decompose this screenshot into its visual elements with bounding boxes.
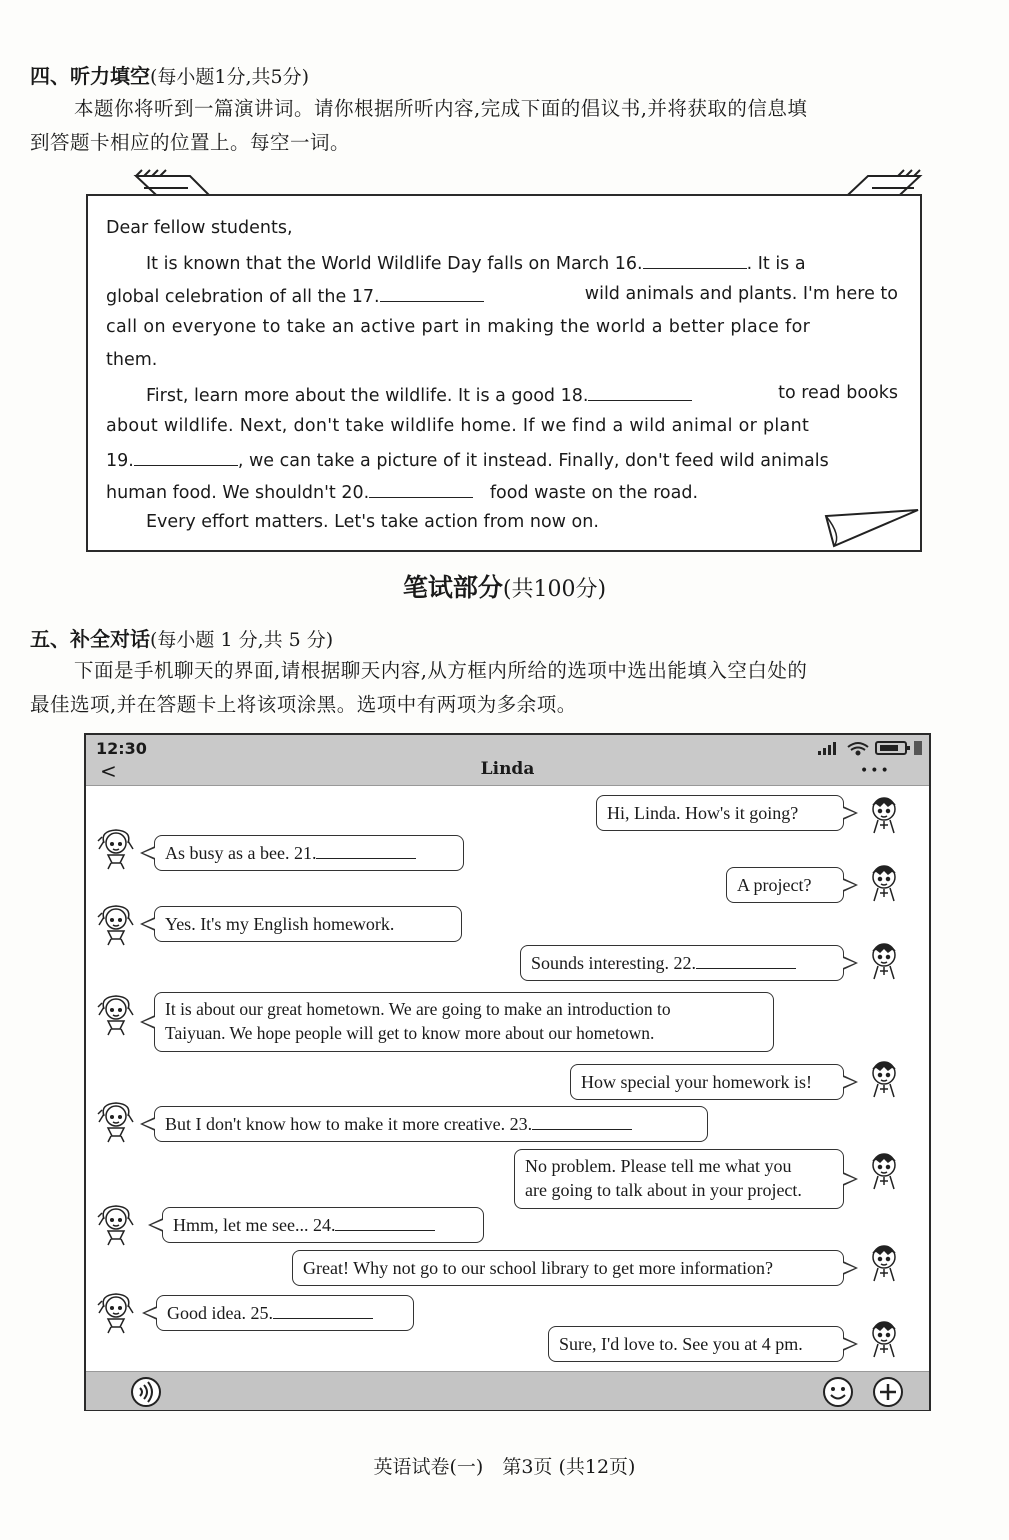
- boy-avatar-icon: [864, 939, 904, 983]
- page-footer: 英语试卷(一) 第3页 (共12页): [373, 1456, 636, 1478]
- section5-heading: 五、补全对话(每小题 1 分,共 5 分): [30, 627, 334, 651]
- letter-line-7: 19. , we can take a picture of it instead. Finally, don't feed wild animals: [106, 448, 898, 478]
- letter-line-6: about wildlife. Next, don't take wildlife home. If we find a wild animal or plant: [106, 416, 810, 436]
- message-bubble-sent: Sure, I'd love to. See you at 4 pm.: [548, 1326, 844, 1362]
- emoji-icon[interactable]: [822, 1376, 854, 1408]
- message-bubble-received: But I don't know how to make it more creative. 23.: [154, 1106, 708, 1142]
- chat-screen: [84, 733, 931, 1411]
- blank-20[interactable]: [369, 480, 473, 498]
- blank-19[interactable]: [134, 448, 238, 466]
- message-bubble-sent: How special your homework is!: [570, 1064, 844, 1100]
- girl-avatar-icon: [96, 827, 136, 871]
- letter-line-3: call on everyone to take an active part in making the world a better place for: [106, 317, 811, 337]
- blank-16[interactable]: [643, 251, 747, 269]
- letter-line-1: It is known that the World Wildlife Day falls on March 16. . It is a: [106, 251, 898, 281]
- add-icon[interactable]: [872, 1376, 904, 1408]
- section4-instructions-line1: 本题你将听到一篇演讲词。请你根据所听内容,完成下面的倡议书,并将获取的信息填: [74, 97, 808, 120]
- message-bubble-sent: Hi, Linda. How's it going?: [596, 795, 844, 831]
- boy-avatar-icon: [864, 861, 904, 905]
- girl-avatar-icon: [96, 993, 136, 1037]
- chat-header: [86, 735, 929, 786]
- girl-avatar-icon: [96, 1203, 136, 1247]
- blank-21[interactable]: [316, 842, 416, 859]
- message-bubble-received: As busy as a bee. 21.: [154, 835, 464, 871]
- battery-icon: [876, 742, 910, 754]
- boy-avatar-icon: [864, 1317, 904, 1361]
- girl-avatar-icon: [96, 1100, 136, 1144]
- letter-line-5: First, learn more about the wildlife. It is a good 18. to read books: [146, 383, 898, 406]
- section5-instructions-line1: 下面是手机聊天的界面,请根据聊天内容,从方框内所给的选项中选出能填入空白处的: [74, 659, 808, 682]
- section5-instructions-line2: 最佳选项,并在答题卡上将该项涂黑。选项中有两项为多余项。: [30, 693, 577, 716]
- letter-greeting: Dear fellow students,: [106, 218, 293, 238]
- boy-avatar-icon: [864, 793, 904, 837]
- proposal-letter: [86, 194, 922, 552]
- written-part-heading: 笔试部分(共100分): [402, 573, 607, 602]
- message-bubble-sent: Sounds interesting. 22.: [520, 945, 844, 981]
- blank-23[interactable]: [532, 1113, 632, 1130]
- back-icon[interactable]: <: [100, 759, 117, 783]
- more-options-icon[interactable]: •••: [860, 763, 891, 779]
- signal-icon: [818, 742, 836, 755]
- boy-avatar-icon: [864, 1149, 904, 1193]
- letter-line-8: human food. We shouldn't 20. food waste on the road.: [106, 480, 898, 510]
- message-bubble-sent: Great! Why not go to our school library to get more information?: [292, 1250, 844, 1286]
- status-icons: [818, 739, 924, 757]
- wifi-icon: [848, 743, 868, 755]
- blank-18[interactable]: [588, 383, 692, 401]
- girl-avatar-icon: [96, 1291, 136, 1335]
- letter-line-4: them.: [106, 350, 158, 370]
- section4-instructions-line2: 到答题卡相应的位置上。每空一词。: [30, 131, 351, 154]
- scroll-edge: [914, 741, 922, 755]
- message-bubble-sent: No problem. Please tell me what you are going to talk about in your project.: [514, 1149, 844, 1209]
- clock: 12:30: [96, 739, 147, 758]
- girl-avatar-icon: [96, 903, 136, 947]
- blank-24[interactable]: [335, 1214, 435, 1231]
- contact-name: Linda: [480, 759, 535, 779]
- message-bubble-received: Hmm, let me see... 24.: [162, 1207, 484, 1243]
- page-curl-corner: [822, 506, 922, 552]
- blank-22[interactable]: [696, 952, 796, 969]
- section4-heading: 四、听力填空(每小题1分,共5分): [30, 64, 310, 88]
- blank-17[interactable]: [380, 284, 484, 302]
- boy-avatar-icon: [864, 1241, 904, 1285]
- message-bubble-received: Good idea. 25.: [156, 1295, 414, 1331]
- letter-line-9: Every effort matters. Let's take action from now on.: [146, 512, 599, 532]
- blank-25[interactable]: [273, 1302, 373, 1319]
- message-bubble-sent: A project?: [726, 867, 844, 903]
- boy-avatar-icon: [864, 1057, 904, 1101]
- letter-line-2: global celebration of all the 17. wild animals and plants. I'm here to: [106, 284, 898, 307]
- message-bubble-received: Yes. It's my English homework.: [154, 906, 462, 942]
- message-bubble-received: It is about our great hometown. We are going to make an introduction to Taiyuan. We hope people will get to know more about our hometown.: [154, 992, 774, 1052]
- chat-input-bar: [86, 1371, 929, 1410]
- voice-icon[interactable]: [130, 1376, 162, 1408]
